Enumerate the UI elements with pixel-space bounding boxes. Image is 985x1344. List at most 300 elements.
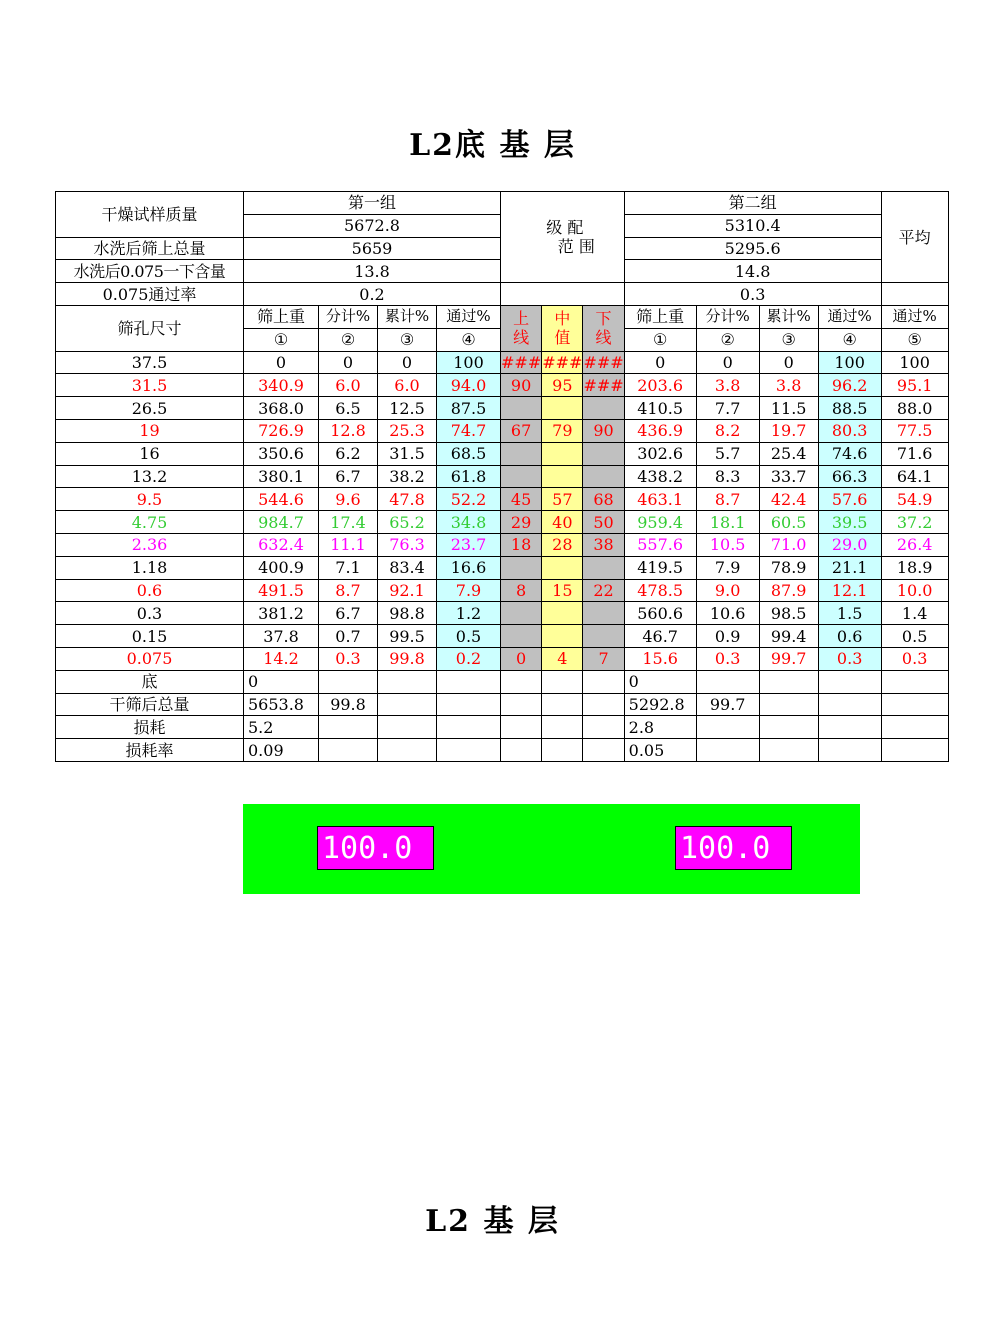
table-row <box>56 511 949 534</box>
average-cell: 37.2 <box>881 511 948 534</box>
blank-cell <box>759 739 818 762</box>
g1-cell: 0 <box>319 351 378 374</box>
g2-cell: 33.7 <box>759 465 818 488</box>
footer-label: 损耗 <box>56 716 244 739</box>
g2-total-box: 100.0 <box>675 826 792 870</box>
sieve-size-cell: 37.5 <box>56 351 244 374</box>
g1-cell: 83.4 <box>378 556 437 579</box>
upper-limit-cell: 67 <box>501 419 542 442</box>
avg-blank <box>881 283 948 306</box>
g2-cell: 19.7 <box>759 419 818 442</box>
blank-cell <box>583 716 624 739</box>
g2-cell: 71.0 <box>759 533 818 556</box>
g2-cell: 959.4 <box>624 511 696 534</box>
g2-cell: 80.3 <box>818 419 881 442</box>
g2-cell: 557.6 <box>624 533 696 556</box>
sieve-size-cell: 19 <box>56 419 244 442</box>
sieve-size-cell: 13.2 <box>56 465 244 488</box>
totals-panel <box>243 804 860 894</box>
sieve-size-cell: 31.5 <box>56 374 244 397</box>
g2-cell: 463.1 <box>624 488 696 511</box>
g2-pass075: 0.3 <box>624 283 881 306</box>
table-row <box>56 442 949 465</box>
g2-cell: 87.9 <box>759 579 818 602</box>
g1-cell: 11.1 <box>319 533 378 556</box>
median-cell: 4 <box>542 647 583 670</box>
sieve-size-cell: 0.6 <box>56 579 244 602</box>
blank-cell <box>818 693 881 716</box>
g1-footer-a: 0 <box>244 670 319 693</box>
median-cell <box>542 602 583 625</box>
g2-cell: 15.6 <box>624 647 696 670</box>
col-lower-limit <box>583 305 624 351</box>
num-2b: ② <box>696 328 759 351</box>
pass075-label: 0.075通过率 <box>56 283 244 306</box>
g1-cell: 38.2 <box>378 465 437 488</box>
footer-label: 底 <box>56 670 244 693</box>
average-cell: 0.3 <box>881 647 948 670</box>
g1-cell: 6.2 <box>319 442 378 465</box>
lower-limit-cell: 7 <box>583 647 624 670</box>
g1-washed: 5659 <box>244 237 501 260</box>
col-passing-avg: 通过% <box>881 305 948 328</box>
g2-cell: 302.6 <box>624 442 696 465</box>
col-cumulative: 累计% <box>378 305 437 328</box>
blank-cell <box>437 739 501 762</box>
average-header: 平均 <box>881 192 948 283</box>
blank-cell <box>583 739 624 762</box>
g1-cell: 0.2 <box>437 647 501 670</box>
lower-1: 下 <box>595 309 612 329</box>
g2-cell: 99.7 <box>759 647 818 670</box>
average-cell: 100 <box>881 351 948 374</box>
g1-cell: 52.2 <box>437 488 501 511</box>
median-cell <box>542 625 583 648</box>
median-cell: 15 <box>542 579 583 602</box>
g1-cell: 380.1 <box>244 465 319 488</box>
blank-cell <box>881 739 948 762</box>
sieve-size-cell: 0.075 <box>56 647 244 670</box>
g2-cell: 9.0 <box>696 579 759 602</box>
g1-cell: 6.0 <box>319 374 378 397</box>
g2-cell: 0.9 <box>696 625 759 648</box>
blank-cell <box>583 670 624 693</box>
g1-footer-b <box>319 670 378 693</box>
sieve-analysis-table <box>55 191 949 762</box>
blank-cell <box>378 716 437 739</box>
g1-cell: 25.3 <box>378 419 437 442</box>
g1-cell: 87.5 <box>437 397 501 420</box>
blank-cell <box>818 670 881 693</box>
g1-cell: 350.6 <box>244 442 319 465</box>
col-retained: 筛上重 <box>244 305 319 328</box>
col-upper-limit <box>501 305 542 351</box>
blank-cell <box>501 693 542 716</box>
median-cell: 57 <box>542 488 583 511</box>
g1-cell: 368.0 <box>244 397 319 420</box>
median-cell <box>542 397 583 420</box>
sieve-size-cell: 9.5 <box>56 488 244 511</box>
table-row <box>56 556 949 579</box>
g2-cell: 419.5 <box>624 556 696 579</box>
g1-cell: 98.8 <box>378 602 437 625</box>
num-3b: ③ <box>759 328 818 351</box>
g1-footer-a: 0.09 <box>244 739 319 762</box>
g2-cell: 203.6 <box>624 374 696 397</box>
g2-cell: 57.6 <box>818 488 881 511</box>
g2-cell: 100 <box>818 351 881 374</box>
upper-limit-cell <box>501 602 542 625</box>
table-row <box>56 533 949 556</box>
blank-cell <box>759 670 818 693</box>
num-1b: ① <box>624 328 696 351</box>
gradation-range-label <box>501 192 625 283</box>
median-cell: 95 <box>542 374 583 397</box>
g2-cell: 21.1 <box>818 556 881 579</box>
upper-1: 上 <box>513 309 530 329</box>
g1-cell: 544.6 <box>244 488 319 511</box>
g2-cell: 98.5 <box>759 602 818 625</box>
g1-cell: 94.0 <box>437 374 501 397</box>
g1-cell: 99.5 <box>378 625 437 648</box>
g1-cell: 92.1 <box>378 579 437 602</box>
g1-cell: 0 <box>378 351 437 374</box>
g1-cell: 1.2 <box>437 602 501 625</box>
median-cell: 28 <box>542 533 583 556</box>
g1-cell: 61.8 <box>437 465 501 488</box>
sieve-size-cell: 4.75 <box>56 511 244 534</box>
blank-cell <box>378 670 437 693</box>
g1-cell: 381.2 <box>244 602 319 625</box>
g2-cell: 436.9 <box>624 419 696 442</box>
dry-mass-label: 干燥试样质量 <box>56 192 244 238</box>
g2-cell: 11.5 <box>759 397 818 420</box>
blank-cell <box>437 693 501 716</box>
g1-total-box: 100.0 <box>317 826 434 870</box>
average-cell: 77.5 <box>881 419 948 442</box>
g2-cell: 46.7 <box>624 625 696 648</box>
table-row <box>56 465 949 488</box>
blank-cell <box>542 693 583 716</box>
next-section-title: L2 基 层 <box>425 1204 560 1239</box>
g2-cell: 410.5 <box>624 397 696 420</box>
col-partial: 分计% <box>319 305 378 328</box>
page-title: L2底 基 层 <box>409 128 576 163</box>
g2-footer-a: 5292.8 <box>624 693 696 716</box>
group1-header: 第一组 <box>244 192 501 215</box>
g2-cell: 7.9 <box>696 556 759 579</box>
g1-cell: 6.7 <box>319 602 378 625</box>
blank-cell <box>378 739 437 762</box>
g2-cell: 60.5 <box>759 511 818 534</box>
col-retained-2: 筛上重 <box>624 305 696 328</box>
col-cumulative-2: 累计% <box>759 305 818 328</box>
lower-limit-cell <box>583 556 624 579</box>
lower-limit-cell: 50 <box>583 511 624 534</box>
table-row <box>56 579 949 602</box>
g1-cell: 16.6 <box>437 556 501 579</box>
g2-cell: 96.2 <box>818 374 881 397</box>
g2-cell: 10.6 <box>696 602 759 625</box>
g2-cell: 18.1 <box>696 511 759 534</box>
g2-cell: 29.0 <box>818 533 881 556</box>
average-cell: 1.4 <box>881 602 948 625</box>
lower-limit-cell: ### <box>583 375 624 395</box>
g2-cell: 0 <box>759 351 818 374</box>
lower-limit-cell <box>583 625 624 648</box>
blank-cell <box>759 693 818 716</box>
g1-cell: 12.8 <box>319 419 378 442</box>
g2-footer-a: 2.8 <box>624 716 696 739</box>
median-cell: 40 <box>542 511 583 534</box>
g2-cell: 78.9 <box>759 556 818 579</box>
g1-cell: 65.2 <box>378 511 437 534</box>
footer-row <box>56 739 949 762</box>
g2-washed-fine: 14.8 <box>624 260 881 283</box>
g2-footer-a: 0.05 <box>624 739 696 762</box>
g2-footer-b: 99.7 <box>696 693 759 716</box>
sieve-size-cell: 26.5 <box>56 397 244 420</box>
median-cell <box>542 556 583 579</box>
g1-cell: 68.5 <box>437 442 501 465</box>
table-row <box>56 647 949 670</box>
median-cell <box>542 465 583 488</box>
g1-cell: 7.9 <box>437 579 501 602</box>
g2-cell: 560.6 <box>624 602 696 625</box>
g1-cell: 0 <box>244 351 319 374</box>
g1-cell: 0.7 <box>319 625 378 648</box>
g2-cell: 0 <box>624 351 696 374</box>
g1-cell: 17.4 <box>319 511 378 534</box>
lower-limit-cell <box>583 397 624 420</box>
table-row <box>56 351 949 374</box>
mid-1: 中 <box>554 309 571 329</box>
g1-footer-b <box>319 739 378 762</box>
g1-cell: 491.5 <box>244 579 319 602</box>
num-1: ① <box>244 328 319 351</box>
blank-cell <box>542 670 583 693</box>
g1-footer-a: 5653.8 <box>244 693 319 716</box>
g1-cell: 0.5 <box>437 625 501 648</box>
g2-cell: 88.5 <box>818 397 881 420</box>
table-row <box>56 374 949 397</box>
upper-limit-cell: 0 <box>501 647 542 670</box>
g2-footer-a: 0 <box>624 670 696 693</box>
upper-limit-cell <box>501 442 542 465</box>
upper-limit-cell <box>501 465 542 488</box>
average-cell: 88.0 <box>881 397 948 420</box>
g1-cell: 76.3 <box>378 533 437 556</box>
blank-cell <box>818 716 881 739</box>
col-passing-2: 通过% <box>818 305 881 328</box>
g2-cell: 0.3 <box>818 647 881 670</box>
g2-cell: 99.4 <box>759 625 818 648</box>
g1-cell: 340.9 <box>244 374 319 397</box>
g2-cell: 478.5 <box>624 579 696 602</box>
upper-limit-cell: 90 <box>501 374 542 397</box>
g1-pass075: 0.2 <box>244 283 501 306</box>
g2-cell: 3.8 <box>759 374 818 397</box>
blank-cell <box>818 739 881 762</box>
blank-cell <box>501 670 542 693</box>
lower-limit-cell <box>583 602 624 625</box>
g1-dry-mass: 5672.8 <box>244 214 501 237</box>
g1-cell: 632.4 <box>244 533 319 556</box>
g2-cell: 8.3 <box>696 465 759 488</box>
blank-cell <box>583 693 624 716</box>
g2-cell: 12.1 <box>818 579 881 602</box>
col-median <box>542 305 583 351</box>
g1-cell: 6.0 <box>378 374 437 397</box>
footer-row <box>56 716 949 739</box>
blank-cell <box>378 693 437 716</box>
table-row <box>56 602 949 625</box>
g1-cell: 74.7 <box>437 419 501 442</box>
median-cell: ### <box>542 352 583 372</box>
g2-cell: 0 <box>696 351 759 374</box>
average-cell: 71.6 <box>881 442 948 465</box>
average-cell: 64.1 <box>881 465 948 488</box>
g1-footer-a: 5.2 <box>244 716 319 739</box>
blank-cell <box>542 716 583 739</box>
upper-limit-cell: 29 <box>501 511 542 534</box>
g2-footer-b <box>696 716 759 739</box>
median-cell <box>542 442 583 465</box>
footer-row <box>56 670 949 693</box>
g2-footer-b <box>696 670 759 693</box>
g2-footer-b <box>696 739 759 762</box>
sieve-size-cell: 0.3 <box>56 602 244 625</box>
g1-cell: 726.9 <box>244 419 319 442</box>
upper-limit-cell <box>501 625 542 648</box>
average-cell: 95.1 <box>881 374 948 397</box>
footer-row <box>56 693 949 716</box>
washed-total-label: 水洗后筛上总量 <box>56 237 244 260</box>
upper-limit-cell: 8 <box>501 579 542 602</box>
g2-cell: 8.2 <box>696 419 759 442</box>
num-2: ② <box>319 328 378 351</box>
mid-2: 值 <box>554 328 571 348</box>
sieve-size-label: 筛孔尺寸 <box>56 305 244 351</box>
median-cell: 79 <box>542 419 583 442</box>
g2-cell: 10.5 <box>696 533 759 556</box>
num-5: ⑤ <box>881 328 948 351</box>
upper-2: 线 <box>513 328 530 348</box>
g2-cell: 1.5 <box>818 602 881 625</box>
table-row <box>56 625 949 648</box>
g1-cell: 984.7 <box>244 511 319 534</box>
g1-cell: 14.2 <box>244 647 319 670</box>
g1-cell: 31.5 <box>378 442 437 465</box>
lower-2: 线 <box>595 328 612 348</box>
average-cell: 10.0 <box>881 579 948 602</box>
g1-cell: 8.7 <box>319 579 378 602</box>
col-partial-2: 分计% <box>696 305 759 328</box>
g2-cell: 7.7 <box>696 397 759 420</box>
table-row <box>56 488 949 511</box>
col-passing: 通过% <box>437 305 501 328</box>
blank-cell <box>881 670 948 693</box>
g1-footer-b: 99.8 <box>319 693 378 716</box>
lower-limit-cell <box>583 465 624 488</box>
footer-label: 干筛后总量 <box>56 693 244 716</box>
group2-header: 第二组 <box>624 192 881 215</box>
g2-washed: 5295.6 <box>624 237 881 260</box>
upper-limit-cell: 45 <box>501 488 542 511</box>
washed-fine-label: 水洗后0.075一下含量 <box>56 260 244 283</box>
table-row <box>56 419 949 442</box>
blank-cell <box>437 670 501 693</box>
g2-dry-mass: 5310.4 <box>624 214 881 237</box>
g1-cell: 9.6 <box>319 488 378 511</box>
g2-cell: 0.3 <box>696 647 759 670</box>
sieve-size-cell: 2.36 <box>56 533 244 556</box>
upper-limit-cell: ### <box>501 352 542 372</box>
g2-cell: 42.4 <box>759 488 818 511</box>
lower-limit-cell: 38 <box>583 533 624 556</box>
lower-limit-cell: ### <box>583 352 624 372</box>
g1-cell: 6.5 <box>319 397 378 420</box>
g2-cell: 0.6 <box>818 625 881 648</box>
lower-limit-cell: 90 <box>583 419 624 442</box>
range-blank <box>501 283 625 306</box>
g1-footer-b <box>319 716 378 739</box>
average-cell: 54.9 <box>881 488 948 511</box>
g1-cell: 100 <box>437 351 501 374</box>
g1-cell: 23.7 <box>437 533 501 556</box>
average-cell: 18.9 <box>881 556 948 579</box>
g1-cell: 0.3 <box>319 647 378 670</box>
blank-cell <box>881 693 948 716</box>
g1-cell: 400.9 <box>244 556 319 579</box>
g2-cell: 3.8 <box>696 374 759 397</box>
g2-cell: 438.2 <box>624 465 696 488</box>
upper-limit-cell: 18 <box>501 533 542 556</box>
range-label-line2: 范 围 <box>557 237 595 257</box>
g2-cell: 25.4 <box>759 442 818 465</box>
lower-limit-cell: 22 <box>583 579 624 602</box>
num-4: ④ <box>437 328 501 351</box>
g1-cell: 99.8 <box>378 647 437 670</box>
g2-cell: 8.7 <box>696 488 759 511</box>
upper-limit-cell <box>501 397 542 420</box>
footer-label: 损耗率 <box>56 739 244 762</box>
g1-washed-fine: 13.8 <box>244 260 501 283</box>
blank-cell <box>501 739 542 762</box>
blank-cell <box>501 716 542 739</box>
sieve-size-cell: 16 <box>56 442 244 465</box>
blank-cell <box>881 716 948 739</box>
lower-limit-cell: 68 <box>583 488 624 511</box>
g2-cell: 39.5 <box>818 511 881 534</box>
average-cell: 26.4 <box>881 533 948 556</box>
g1-cell: 47.8 <box>378 488 437 511</box>
g1-cell: 6.7 <box>319 465 378 488</box>
g2-cell: 5.7 <box>696 442 759 465</box>
blank-cell <box>542 739 583 762</box>
sieve-size-cell: 0.15 <box>56 625 244 648</box>
blank-cell <box>437 716 501 739</box>
g1-cell: 7.1 <box>319 556 378 579</box>
sieve-size-cell: 1.18 <box>56 556 244 579</box>
blank-cell <box>759 716 818 739</box>
average-cell: 0.5 <box>881 625 948 648</box>
g2-cell: 66.3 <box>818 465 881 488</box>
g1-cell: 12.5 <box>378 397 437 420</box>
num-3: ③ <box>378 328 437 351</box>
range-label-line1: 级 配 <box>546 218 584 238</box>
num-4b: ④ <box>818 328 881 351</box>
